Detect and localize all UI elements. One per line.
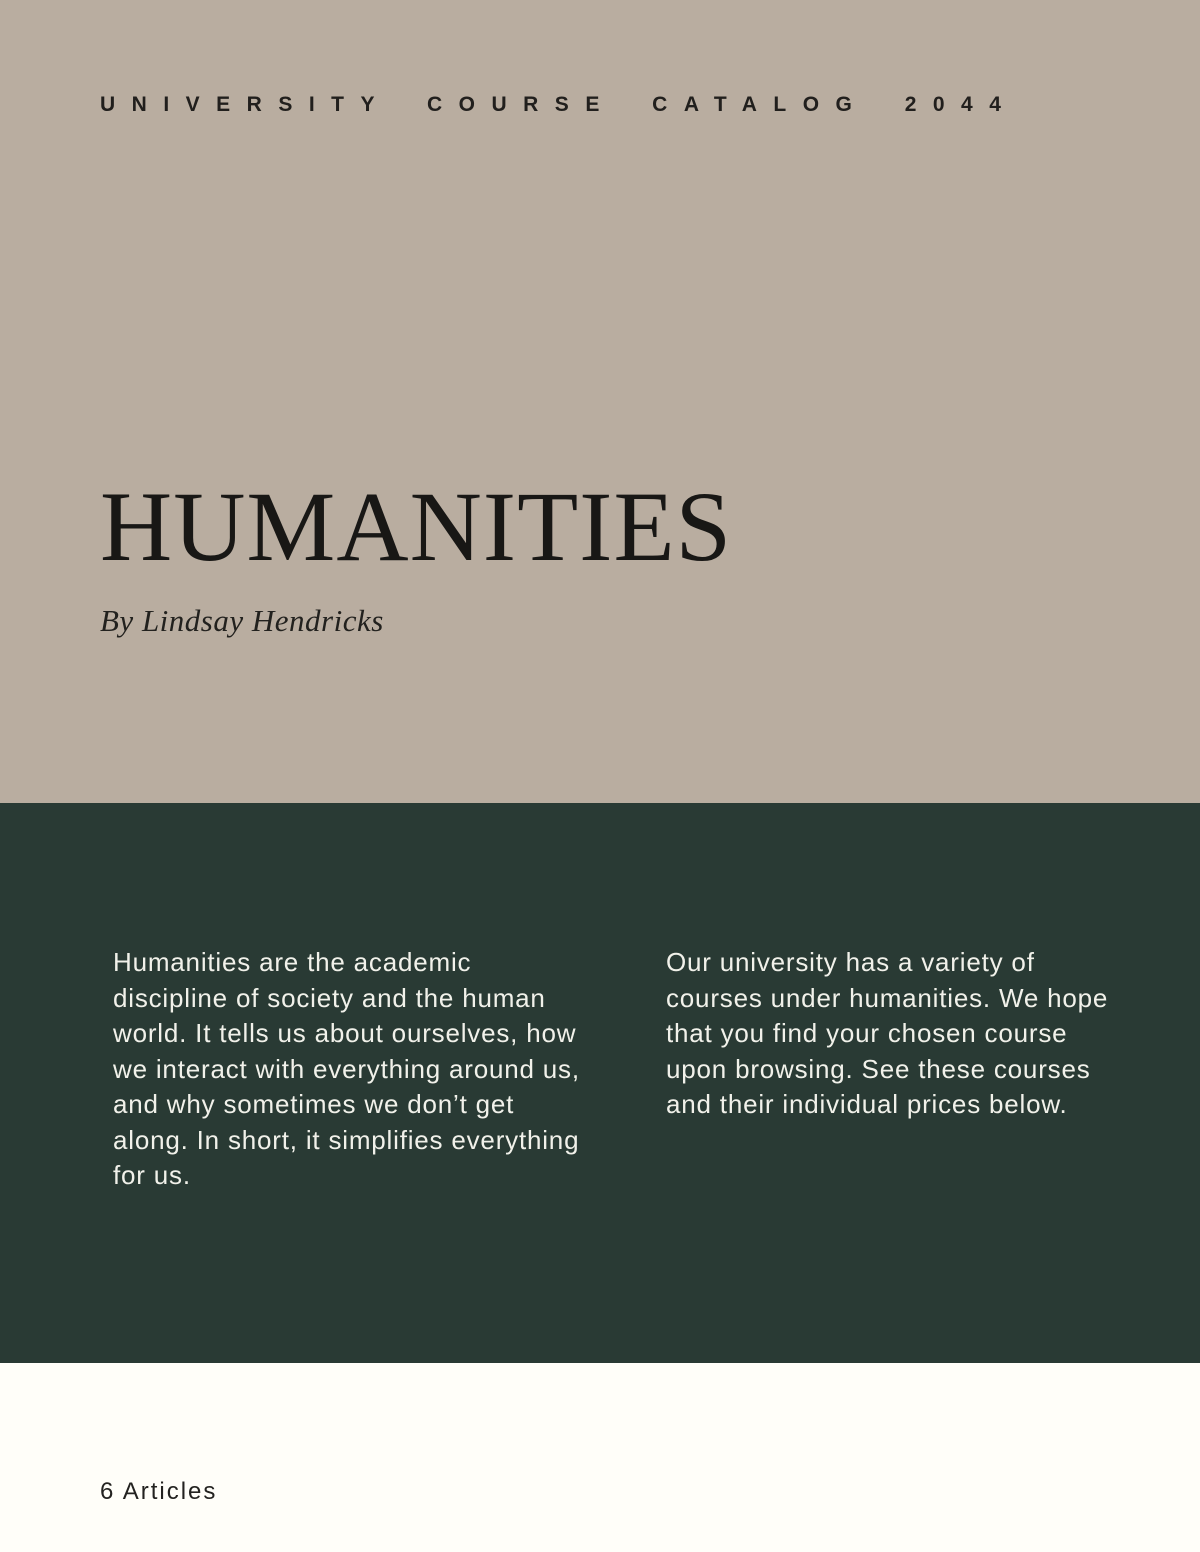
intro-section	[0, 803, 1200, 1363]
intro-paragraph-left: Humanities are the academic discipline of society and the human world. It tells us about ourselves, how we interact with everything around us, and why sometimes we don’t get along. In short, it simplifies everything for us.	[113, 947, 580, 1190]
article-count-label: 6 Articles	[100, 1478, 218, 1505]
intro-paragraph-right: Our university has a variety of courses under humanities. We hope that you find your chosen course upon browsing. See these courses and their individual prices below.	[666, 947, 1109, 1119]
author-byline: By Lindsay Hendricks	[100, 603, 384, 638]
page-title: HUMANITIES	[100, 471, 733, 582]
footer-section	[0, 1363, 1200, 1552]
catalog-eyebrow: UNIVERSITY COURSE CATALOG 2044	[100, 93, 1018, 116]
